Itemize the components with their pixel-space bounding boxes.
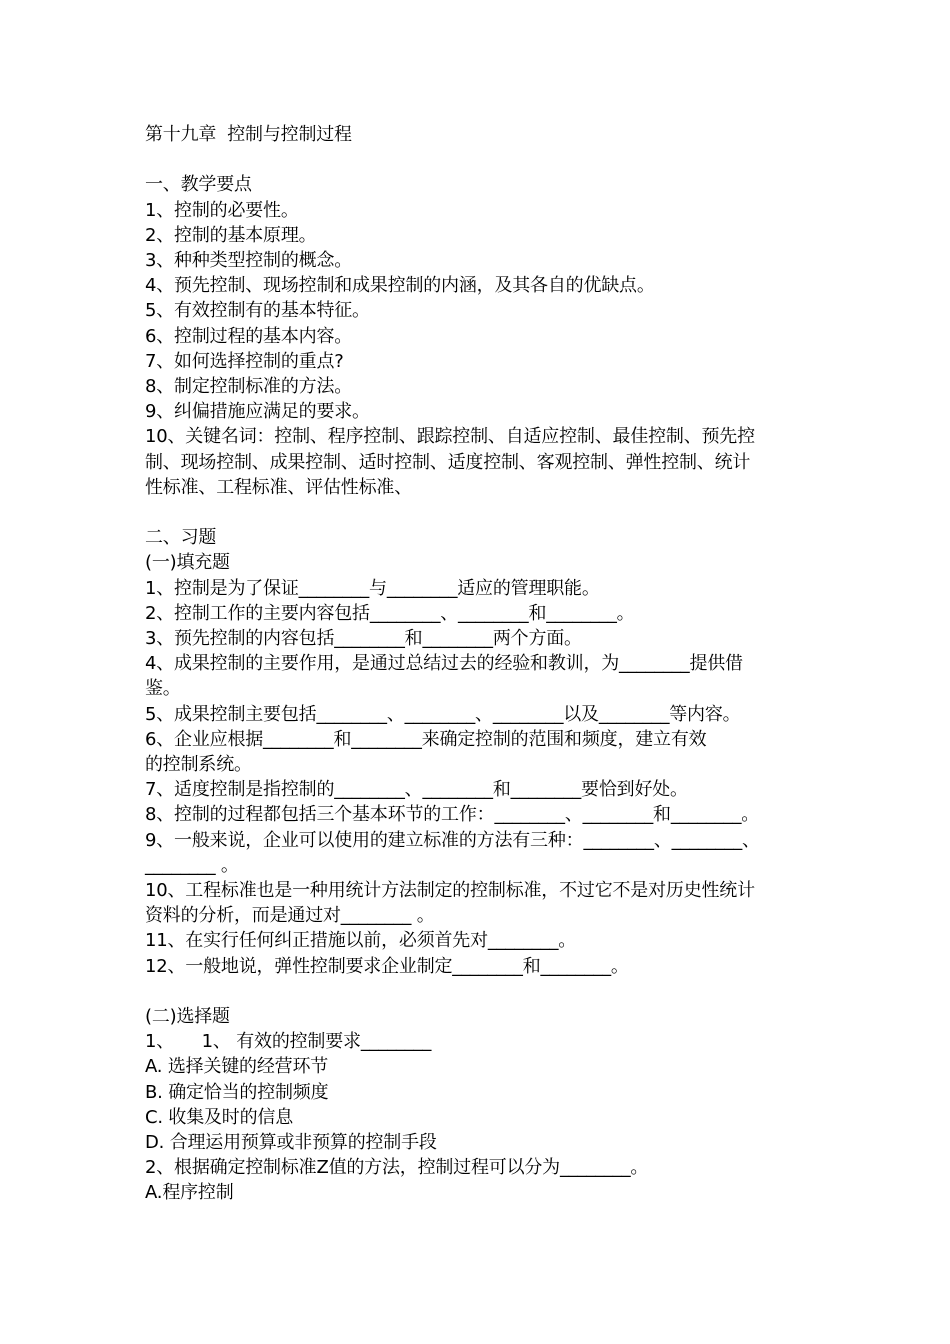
fill-question: 5、成果控制主要包括________、________、________以及________等内容。 [145,703,741,725]
teaching-point: 4、预先控制、现场控制和成果控制的内涵，及其各自的优缺点。 [145,275,655,297]
section-heading: 一、教学要点 [145,174,252,196]
fill-question: 鉴。 [145,678,181,700]
choice-question: 2、根据确定控制标准Z值的方法，控制过程可以分为________。 [145,1157,649,1179]
subsection-heading: (二)选择题 [145,1006,230,1028]
subsection-heading: (一)填充题 [145,552,230,574]
fill-question: 11、在实行任何纠正措施以前，必须首先对________。 [145,930,577,952]
teaching-point: 7、如何选择控制的重点? [145,350,344,372]
fill-question: 4、成果控制的主要作用，是通过总结过去的经验和教训，为________提供借 [145,653,743,675]
fill-question: 9、一般来说，企业可以使用的建立标准的方法有三种：________、________、 [145,829,760,851]
choice-option: A. 选择关键的经营环节 [145,1056,329,1078]
teaching-point: 3、种种类型控制的概念。 [145,250,353,271]
chapter-title: 第十九章 控制与控制过程 [145,124,352,145]
teaching-point: 10、关键名词：控制、程序控制、跟踪控制、自适应控制、最佳控制、预先控 [145,426,755,448]
teaching-point: 5、有效控制有的基本特征。 [145,300,370,322]
choice-option: B. 确定恰当的控制频度 [145,1081,329,1103]
fill-question: 3、预先控制的内容包括________和________两个方面。 [145,628,582,650]
choice-option: D. 合理运用预算或非预算的控制手段 [145,1132,437,1154]
choice-question: 1、 1、 有效的控制要求________ [145,1031,432,1053]
fill-question: 12、一般地说，弹性控制要求企业制定________和________。 [145,955,629,977]
choice-option: C. 收集及时的信息 [145,1106,294,1128]
fill-question: 1、控制是为了保证________与________适应的管理职能。 [145,577,600,599]
teaching-point: 性标准、工程标准、评估性标准、 [145,476,412,498]
teaching-point: 8、制定控制标准的方法。 [145,376,353,398]
teaching-point: 制、现场控制、成果控制、适时控制、适度控制、客观控制、弹性控制、统计 [145,451,751,473]
document-body [145,122,810,1206]
fill-question: 2、控制工作的主要内容包括________、________和________。 [145,602,635,624]
fill-question: ________ 。 [145,854,239,876]
fill-question: 7、适度控制是指控制的________、________和________要恰到好处。 [145,779,688,801]
teaching-point: 9、纠偏措施应满足的要求。 [145,401,370,423]
section-heading: 二、习题 [145,527,217,549]
teaching-point: 6、控制过程的基本内容。 [145,325,353,347]
fill-question: 10、工程标准也是一种用统计方法制定的控制标准，不过它不是对历史性统计 [145,880,755,902]
teaching-point: 1、控制的必要性。 [145,199,299,221]
spacer [145,979,810,1004]
fill-question: 8、控制的过程都包括三个基本环节的工作：________、________和________。 [145,804,760,826]
choice-option: A.程序控制 [145,1182,234,1204]
fill-question: 6、企业应根据________和________来确定控制的范围和频度，建立有效 [145,728,707,750]
fill-question: 的控制系统。 [145,754,252,776]
spacer [145,147,810,172]
spacer [145,500,810,525]
teaching-point: 2、控制的基本原理。 [145,224,317,246]
fill-question: 资料的分析，而是通过对________ 。 [145,905,435,927]
